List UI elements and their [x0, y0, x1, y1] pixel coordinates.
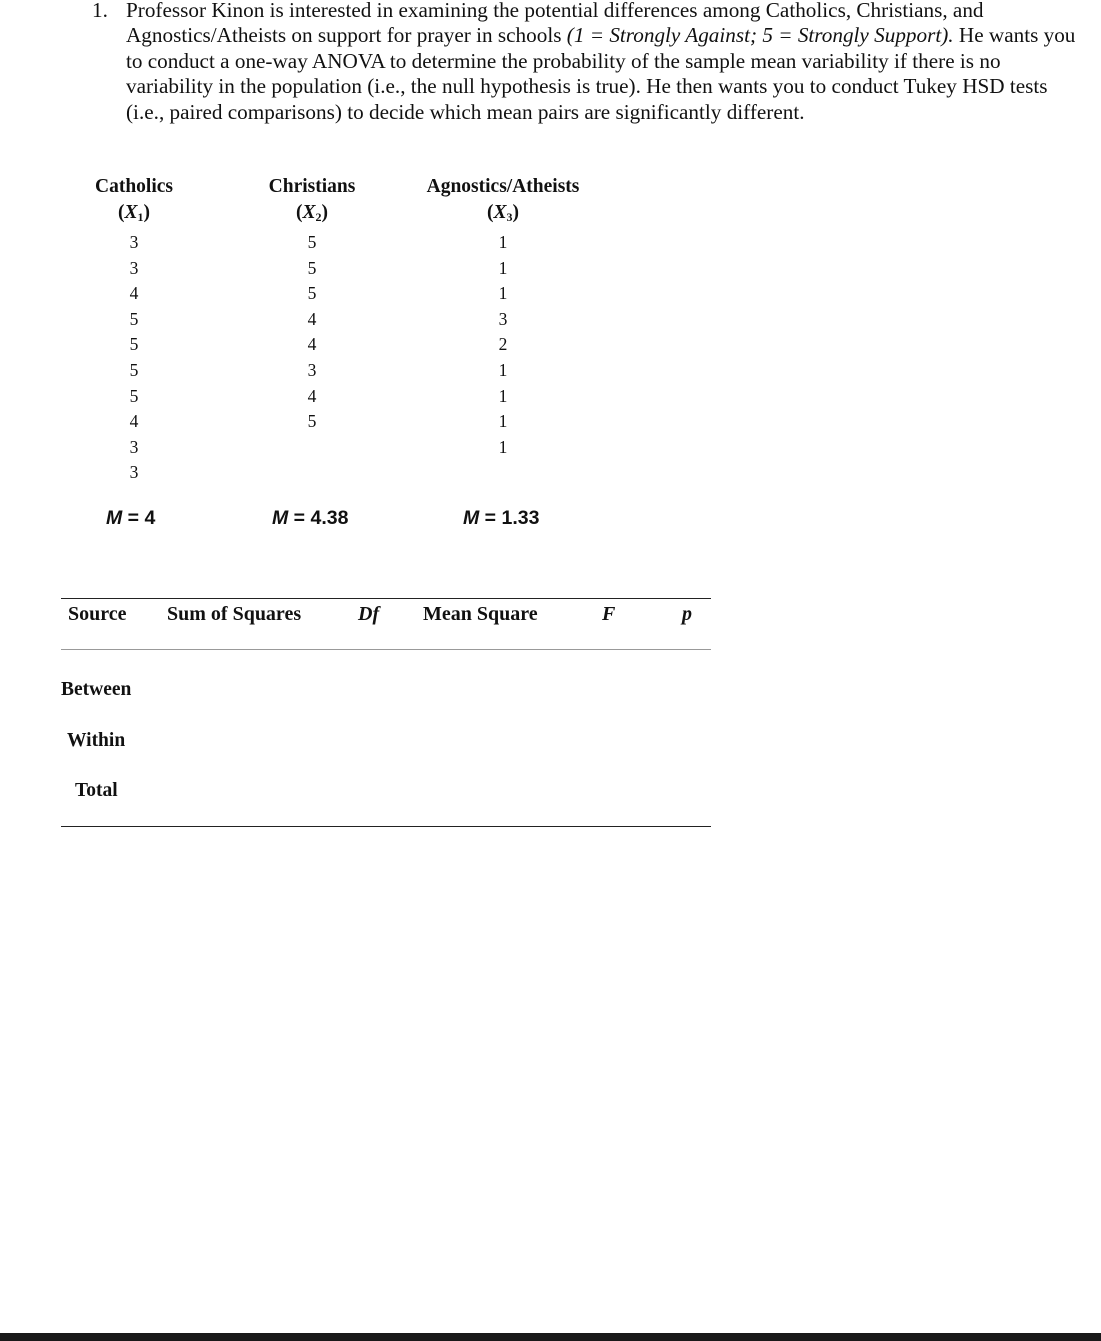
table-header-rule [61, 649, 711, 650]
question-text-part1: Professor Kinon is interested in examining the potential differences among Catholics, Christians, and Agnostics/Atheists on support for prayer in schools [126, 0, 984, 48]
data-value: 5 [307, 232, 317, 252]
header-sum-of-squares: Sum of Squares [167, 603, 302, 625]
table-bottom-rule [61, 826, 711, 827]
header-f: F [602, 603, 616, 625]
data-value: 5 [129, 385, 139, 406]
mean-value: = 4 [127, 507, 156, 529]
data-value: 3 [129, 257, 139, 278]
data-value: 5 [129, 308, 139, 329]
question-scale-note: (1 = Strongly Against; 5 = Strongly Support). [566, 23, 954, 48]
question-number: 1. [92, 0, 108, 22]
data-value: 5 [307, 283, 317, 304]
data-value: 2 [498, 334, 508, 355]
header-source: Source [68, 603, 127, 625]
data-value: 1 [498, 257, 508, 278]
question-text [126, 0, 1082, 125]
mean-label: M [463, 507, 480, 529]
header-df: Df [358, 603, 380, 625]
group-values [74, 230, 194, 486]
table-top-rule [61, 598, 711, 599]
variable-subscript: 3 [506, 210, 513, 224]
variable-symbol: X [124, 202, 138, 223]
data-value: 4 [307, 308, 317, 329]
data-value: 3 [129, 232, 139, 252]
question-text-part2: He wants you to conduct a one-way ANOVA to determine the probability of the sample mean variability if there is no variability in the population (i.e., the null hypothesis is true). He then wants you to conduct Tukey HSD tests (i.e., paired comparisons) to decide which mean pairs are significantly different. [126, 23, 1076, 124]
data-value: 4 [129, 283, 139, 304]
data-value: 1 [498, 232, 508, 252]
data-value: 5 [307, 411, 317, 432]
data-value: 3 [129, 462, 139, 483]
data-value: 1 [498, 436, 508, 457]
data-value: 3 [129, 436, 139, 457]
group-heading: Christians [268, 176, 356, 197]
mean-value: = 4.38 [293, 507, 349, 529]
variable-symbol: X [493, 202, 507, 223]
mean-agnostics-atheists [463, 505, 539, 531]
data-value: 4 [307, 334, 317, 355]
bottom-edge-bar [0, 1333, 1101, 1341]
group-column-christians [252, 174, 372, 435]
data-value: 1 [498, 283, 508, 304]
mean-christians [272, 505, 348, 531]
group-values [252, 230, 372, 435]
data-value: 4 [129, 411, 139, 432]
group-column-catholics [74, 174, 194, 486]
variable-symbol: X [302, 202, 316, 223]
group-values [408, 230, 598, 460]
variable-subscript: 2 [315, 210, 322, 224]
row-label-total: Total [75, 780, 118, 801]
group-symbol: $(X_2)$ [295, 202, 328, 224]
mean-label: M [106, 507, 123, 529]
data-value: 1 [498, 359, 508, 380]
group-heading: Catholics [95, 176, 173, 197]
mean-catholics [106, 505, 155, 531]
data-value: 4 [307, 385, 317, 406]
data-value: 5 [307, 257, 317, 278]
group-column-agnostics-atheists [408, 174, 598, 460]
data-value: 1 [498, 385, 508, 406]
data-value: 3 [307, 359, 317, 380]
data-value: 5 [129, 334, 139, 355]
data-value: 1 [498, 411, 508, 432]
group-symbol: $(X_3)$ [486, 202, 519, 224]
mean-label: M [272, 507, 289, 529]
data-value: 3 [498, 308, 508, 329]
question-prompt [92, 0, 1082, 125]
group-symbol: $(X_1)$ [117, 202, 150, 224]
group-heading: Agnostics/Atheists [426, 176, 580, 197]
mean-value: = 1.33 [484, 507, 540, 529]
row-label-within: Within [67, 730, 126, 751]
variable-subscript: 1 [137, 210, 144, 224]
header-mean-square: Mean Square [423, 603, 538, 625]
data-value: 5 [129, 359, 139, 380]
row-label-between: Between [61, 679, 132, 700]
header-p: p [682, 603, 692, 625]
